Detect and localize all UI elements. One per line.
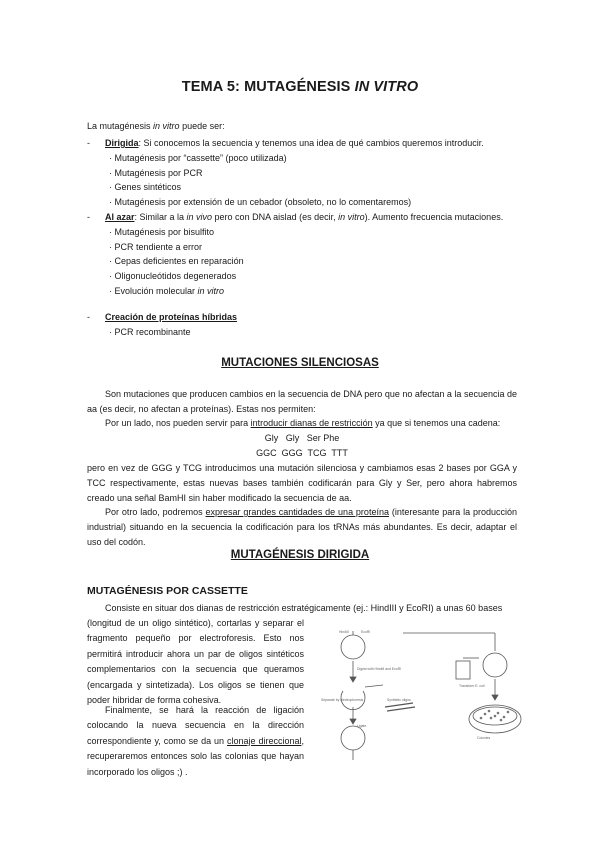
azar-label: Al azar	[105, 212, 135, 222]
intro-pre: La mutagénesis	[87, 121, 154, 131]
section-heading-silenciosas: MUTACIONES SILENCIOSAS	[221, 357, 379, 369]
paragraph-silenciosas-3: pero en vez de GGG y TCG introducimos una mutación silenciosa y cambiamos esas 2 bases por GGA y TCC respectivamente, estas nuevas bases también codificarán para Gly y Ser, pero ahora habremos creado una señal BamHI sin haber modificado la secuencia de aa.	[87, 463, 517, 503]
intro-italic: in vitro	[153, 121, 180, 131]
paragraph-text: Finalmente, se hará la reacción de ligación colocando la nueva secuencia en la dirección correspondiente y, como se da un	[87, 705, 304, 746]
oligo-strand	[387, 707, 415, 711]
azar-text: pero con DNA aislad (es decir,	[212, 212, 339, 222]
fragment	[365, 685, 383, 687]
arrow-head	[492, 695, 498, 700]
list-item-creacion	[87, 310, 517, 325]
azar-italic: in vitro	[338, 212, 365, 222]
amino-acid-sequence: Gly Gly Ser Phe	[264, 433, 340, 443]
list-dirigida	[87, 136, 517, 210]
codon-sequence: GGC GGG TCG TTT	[256, 448, 348, 458]
list-azar	[87, 210, 517, 299]
figure-label: Synthetic oligos	[387, 698, 411, 702]
colony	[507, 711, 510, 714]
paragraph-underlined: expresar grandes cantidades de una proteína	[205, 507, 389, 517]
petri-dish	[469, 705, 521, 733]
arrow-head	[350, 719, 356, 724]
plasmid-circle	[341, 635, 365, 659]
list-item-text: · Evolución molecular	[109, 285, 198, 296]
colonies	[480, 710, 510, 722]
paragraph-silenciosas-4	[87, 505, 517, 549]
dash: -	[87, 312, 90, 322]
paragraph-cassette-2	[87, 703, 304, 780]
page-title	[0, 79, 600, 95]
oligo-strand	[385, 703, 413, 707]
list-item: · Mutagénesis por PCR	[109, 167, 203, 178]
intro-post: puede ser:	[179, 121, 225, 131]
azar-sublist	[87, 225, 517, 299]
figure-label: Separate by electrophoresis	[321, 698, 364, 702]
figure-label: Ligate	[357, 724, 367, 728]
colony	[494, 715, 497, 718]
list-item: · Mutagénesis por bisulfito	[109, 226, 215, 237]
list-item	[109, 284, 517, 299]
creacion-label: Creación de proteínas híbridas	[105, 312, 238, 322]
intro-line	[87, 121, 225, 131]
colony	[480, 717, 483, 720]
list-item-azar	[87, 210, 517, 225]
paragraph-cassette-1-start: Consiste en situar dos dianas de restricción estratégicamente (ej.: HindIII y EcoRI) a unas 60 bases	[105, 603, 503, 613]
paragraph-underlined: introducir dianas de restricción	[250, 418, 373, 428]
list-item: · PCR recombinante	[109, 326, 191, 337]
dirigida-label: Dirigida	[105, 138, 139, 148]
cassette-mutagenesis-diagram	[313, 623, 527, 766]
title-main: TEMA 5: MUTAGÉNESIS	[181, 79, 355, 95]
figure-label: Digest with HindIII and EcoRI	[357, 667, 402, 671]
paragraph-cassette-1-rest: (longitud de un oligo sintético), cortarlas y separar el fragmento pequeño por electroforesis. Esto nos permitirá introducir ahora un par de oligos sintéticos complementarios con la secuencia que queramos (encargada y sintetizada). Los oligos se tienen que poder hibridar de forma cohesiva.	[87, 618, 304, 706]
creacion-sublist	[87, 325, 517, 340]
colony	[490, 717, 493, 720]
figure-label: Transform E. coli	[459, 684, 485, 688]
list-item: · Oligonucleótidos degenerados	[109, 271, 237, 282]
colony	[500, 719, 503, 722]
plasmid-circle	[341, 726, 365, 750]
figure-label: EcoRI	[361, 630, 371, 634]
plasmid-circle	[483, 653, 507, 677]
dirigida-text: : Si conocemos la secuencia y tenemos una idea de qué cambios queremos introducir.	[138, 138, 484, 148]
figure-label: HindIII	[339, 630, 349, 634]
subsection-heading-cassette: MUTAGÉNESIS POR CASSETTE	[87, 585, 248, 597]
dash: -	[87, 212, 90, 222]
list-item: · Cepas deficientes en reparación	[109, 256, 244, 267]
arrow-head	[350, 677, 356, 682]
list-item: · Genes sintéticos	[109, 182, 182, 193]
paragraph-text: Por un lado, nos pueden servir para	[105, 418, 251, 428]
colony	[484, 713, 487, 716]
colony	[488, 710, 491, 713]
colony	[497, 712, 500, 715]
list-item: · Mutagénesis por extensión de un cebador (obsoleto, no lo comentaremos)	[109, 197, 412, 208]
paragraph-text: (interesante para la producción industrial) situando en la secuencia la codificación para los tRNAs más abundantes. Es decir, adaptar el uso del codón.	[87, 507, 517, 547]
list-creacion	[87, 310, 517, 340]
paragraph-text: ya que si tenemos una cadena:	[372, 418, 501, 428]
figure-label: Colonies	[477, 736, 491, 740]
dash: -	[87, 138, 90, 148]
list-item: · PCR tendiente a error	[109, 241, 203, 252]
azar-text: : Similar a la	[134, 212, 187, 222]
paragraph-text: Por otro lado, podremos	[105, 507, 206, 517]
paragraph-text: , recuperaremos entonces solo las colonias que hayan incorporado los oligos ;) .	[87, 735, 304, 777]
list-item-italic: in vitro	[197, 285, 225, 296]
paragraph-underlined: clonaje direccional	[227, 735, 302, 746]
paragraph-silenciosas-2	[87, 416, 517, 431]
list-item: · Mutagénesis por “cassette” (poco utilizada)	[109, 152, 287, 163]
title-italic: IN VITRO	[354, 79, 419, 95]
colony	[503, 716, 506, 719]
paragraph-silenciosas-1: Son mutaciones que producen cambios en la secuencia de DNA pero que no afectan a la secuencia de aa (es decir, no afectan a proteínas). Estas nos permiten:	[87, 389, 517, 414]
list-item-dirigida	[87, 136, 517, 151]
dirigida-sublist	[87, 151, 517, 210]
azar-text: ). Aumento frecuencia mutaciones.	[364, 212, 504, 222]
azar-italic: in vivo	[186, 212, 213, 222]
tube	[456, 661, 470, 679]
section-heading-dirigida: MUTAGÉNESIS DIRIGIDA	[230, 549, 370, 561]
